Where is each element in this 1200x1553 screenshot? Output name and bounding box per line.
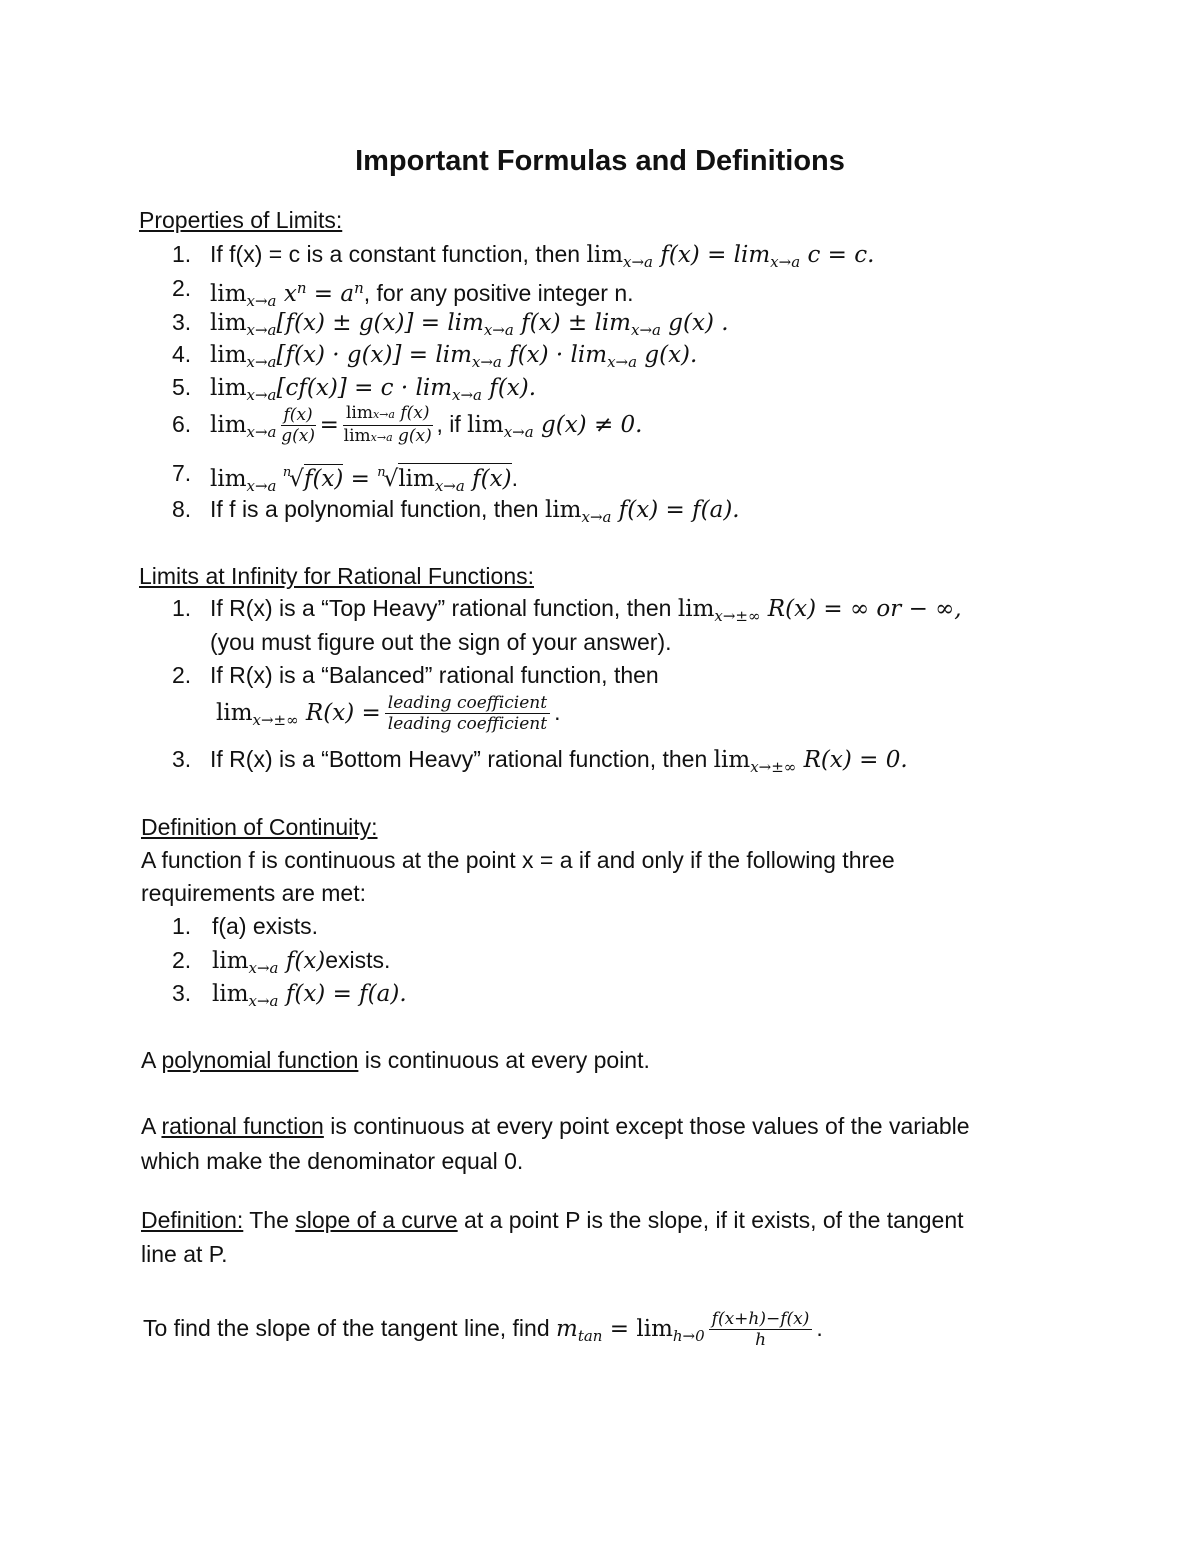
math-expression: [cf(x)] = c · lim	[276, 375, 453, 401]
lim-subscript: x→a	[434, 477, 465, 495]
lim-subscript: x→a	[581, 508, 612, 526]
lim-subscript: x→a	[246, 292, 277, 310]
lim-symbol: lim	[677, 596, 715, 622]
lim-subscript: x→a	[246, 477, 277, 495]
quotient-fraction	[281, 405, 316, 446]
fraction-denominator: g(x)	[392, 426, 432, 447]
continuity-intro-line2: requirements are met:	[141, 880, 366, 906]
lim-subscript: x→a	[370, 431, 393, 445]
punctuation: .	[816, 1315, 823, 1341]
lim-subscript: x→a	[630, 321, 661, 339]
fraction-denominator: g(x)	[281, 426, 315, 447]
lim-symbol: lim	[210, 342, 247, 368]
fraction-denominator: leading coefficient	[387, 714, 548, 735]
lim-symbol: lim	[216, 700, 253, 726]
statement-text: The	[243, 1207, 296, 1233]
math-expression: f(x).	[482, 375, 537, 401]
lim-subscript: x→a	[607, 353, 638, 371]
page-title: Important Formulas and Definitions	[355, 145, 845, 177]
radical-sign-icon: √	[383, 466, 399, 492]
lim-subscript: x→a	[471, 353, 502, 371]
lim-subscript: x→a	[248, 992, 279, 1010]
item-number: 1.	[172, 595, 192, 621]
item-text: If R(x) is a “Balanced” rational function, then	[210, 662, 659, 688]
lim-subscript: x→a	[483, 321, 514, 339]
defined-term: rational function	[161, 1113, 324, 1139]
lim-symbol: lim	[210, 281, 247, 307]
math-expression: f(x)	[278, 948, 326, 974]
math-expression: R(x) = 0.	[796, 747, 908, 773]
rational-statement-line2: which make the denominator equal 0.	[141, 1148, 524, 1174]
lim-symbol: = lim	[602, 1316, 673, 1342]
item-number: 1.	[172, 913, 192, 939]
lim-symbol: lim	[713, 747, 751, 773]
math-expression: f(x) = f(a).	[278, 981, 407, 1007]
root-index: n	[282, 465, 292, 480]
math-expression: =	[343, 466, 378, 492]
item-number: 3.	[172, 309, 192, 335]
item-text: exists.	[325, 947, 391, 973]
slope-definition-line2: line at P.	[141, 1241, 228, 1267]
limits-heading: Properties of Limits:	[139, 207, 343, 233]
continuity-heading: Definition of Continuity:	[141, 814, 378, 840]
math-expression: =	[319, 412, 339, 438]
limit-quotient-fraction	[343, 403, 433, 448]
item-text: If R(x) is a “Top Heavy” rational function, then	[210, 595, 678, 621]
item-number: 8.	[172, 496, 192, 522]
continuity-intro-line1: A function f is continuous at the point x = a if and only if the following three	[141, 847, 895, 873]
item-text: If R(x) is a “Bottom Heavy” rational function, then	[210, 746, 714, 772]
fraction-numerator: f(x+h)−f(x)	[709, 1309, 813, 1330]
statement-text: A	[141, 1047, 162, 1073]
lim-symbol: lim	[210, 412, 247, 438]
polynomial-statement	[141, 1045, 650, 1075]
math-expression: g(x) .	[660, 310, 729, 336]
lim-subscript: x→a	[248, 959, 279, 977]
math-expression: [f(x) ± g(x)] = lim	[276, 310, 484, 336]
radical-sign-icon: √	[289, 466, 304, 492]
radicand: f(x)	[303, 466, 344, 492]
math-expression: c = c.	[800, 242, 875, 268]
math-expression: f(x) · lim	[501, 342, 608, 368]
item-number: 3.	[172, 980, 192, 1006]
fraction-denominator: h	[755, 1330, 767, 1351]
math-expression: f(x) = f(a).	[611, 497, 740, 523]
item-number: 7.	[172, 460, 192, 486]
statement-text: is continuous at every point.	[358, 1047, 650, 1073]
variable-subscript: tan	[577, 1327, 603, 1345]
lim-symbol: lim	[212, 948, 249, 974]
lim-subscript: h→0	[672, 1327, 705, 1345]
lim-subscript: x→a	[452, 386, 482, 404]
lim-symbol: lim	[544, 497, 582, 523]
statement-text: A	[141, 1113, 162, 1139]
punctuation: .	[554, 699, 561, 725]
math-expression: g(x) ≠ 0.	[533, 412, 643, 438]
tangent-slope-formula	[143, 1303, 823, 1361]
infinity-heading: Limits at Infinity for Rational Functions:	[139, 563, 534, 589]
math-expression: g(x).	[637, 342, 698, 368]
lim-subscript: x→a	[246, 423, 277, 441]
item-text: if	[442, 411, 468, 437]
defined-term: slope of a curve	[295, 1207, 458, 1233]
math-expression: f(x)	[464, 466, 512, 492]
lim-subscript: x→a	[246, 321, 277, 339]
infinity-item-1-line2: (you must figure out the sign of your answer).	[210, 629, 672, 655]
lim-subscript: x→±∞	[750, 758, 797, 776]
math-expression: R(x) = ∞ or − ∞,	[760, 596, 962, 622]
math-expression: f(x) ± lim	[513, 310, 631, 336]
radicand	[398, 463, 512, 495]
item-number: 2.	[172, 947, 192, 973]
lim-subscript: x→±∞	[252, 711, 299, 729]
lim-subscript: x→a	[246, 353, 277, 371]
rational-statement	[141, 1111, 970, 1141]
infinity-item-2-formula	[216, 690, 560, 742]
math-variable: m	[556, 1316, 578, 1342]
fraction-denominator: lim	[343, 426, 371, 447]
statement-text: To find the slope of the tangent line, find	[143, 1315, 557, 1341]
lim-subscript: x→a	[246, 386, 277, 404]
lim-symbol: lim	[210, 466, 247, 492]
lim-subscript: x→a	[623, 253, 654, 271]
lim-subscript: x→a	[770, 253, 801, 271]
lim-subscript: x→a	[372, 408, 395, 422]
math-expression: R(x) =	[298, 700, 381, 726]
item-text: If f is a polynomial function, then	[210, 496, 545, 522]
math-expression: [f(x) · g(x)] = lim	[276, 342, 472, 368]
item-text: f(a) exists.	[212, 913, 319, 939]
leading-coefficient-fraction	[385, 693, 550, 734]
item-number: 2.	[172, 275, 192, 301]
exponent: n	[296, 279, 307, 297]
fraction-numerator: f(x)	[394, 403, 430, 424]
lim-symbol: lim	[210, 375, 247, 401]
definition-label: Definition:	[141, 1207, 244, 1233]
lim-subscript: x→±∞	[714, 607, 761, 625]
fraction-numerator: f(x)	[281, 405, 316, 426]
slope-definition	[141, 1205, 964, 1235]
statement-text: is continuous at every point except those values of the variable	[323, 1113, 970, 1139]
item-text: , for any positive integer n.	[363, 280, 634, 306]
punctuation: .	[511, 465, 518, 491]
item-number: 3.	[172, 746, 192, 772]
math-expression: x	[276, 281, 297, 307]
item-number: 4.	[172, 341, 192, 367]
difference-quotient-fraction	[709, 1309, 813, 1350]
item-number: 5.	[172, 374, 192, 400]
lim-symbol: lim	[467, 412, 504, 438]
item-number: 1.	[172, 241, 192, 267]
fraction-numerator: lim	[345, 403, 373, 424]
fraction-numerator: leading coefficient	[385, 693, 550, 714]
defined-term: polynomial function	[161, 1047, 359, 1073]
math-expression: = a	[306, 281, 355, 307]
lim-subscript: x→a	[503, 423, 534, 441]
root-index: n	[377, 465, 386, 480]
statement-text: at a point P is the slope, if it exists, of the tangent	[457, 1207, 964, 1233]
lim-symbol: lim	[586, 242, 624, 268]
exponent: n	[354, 279, 364, 297]
item-number: 6.	[172, 411, 192, 437]
lim-symbol: lim	[210, 310, 247, 336]
item-number: 2.	[172, 662, 192, 688]
lim-symbol: lim	[212, 981, 249, 1007]
lim-symbol: lim	[398, 466, 435, 492]
math-expression: f(x) = lim	[653, 242, 771, 268]
item-text: If f(x) = c is a constant function, then	[210, 241, 587, 267]
punctuation: ,	[436, 411, 443, 437]
